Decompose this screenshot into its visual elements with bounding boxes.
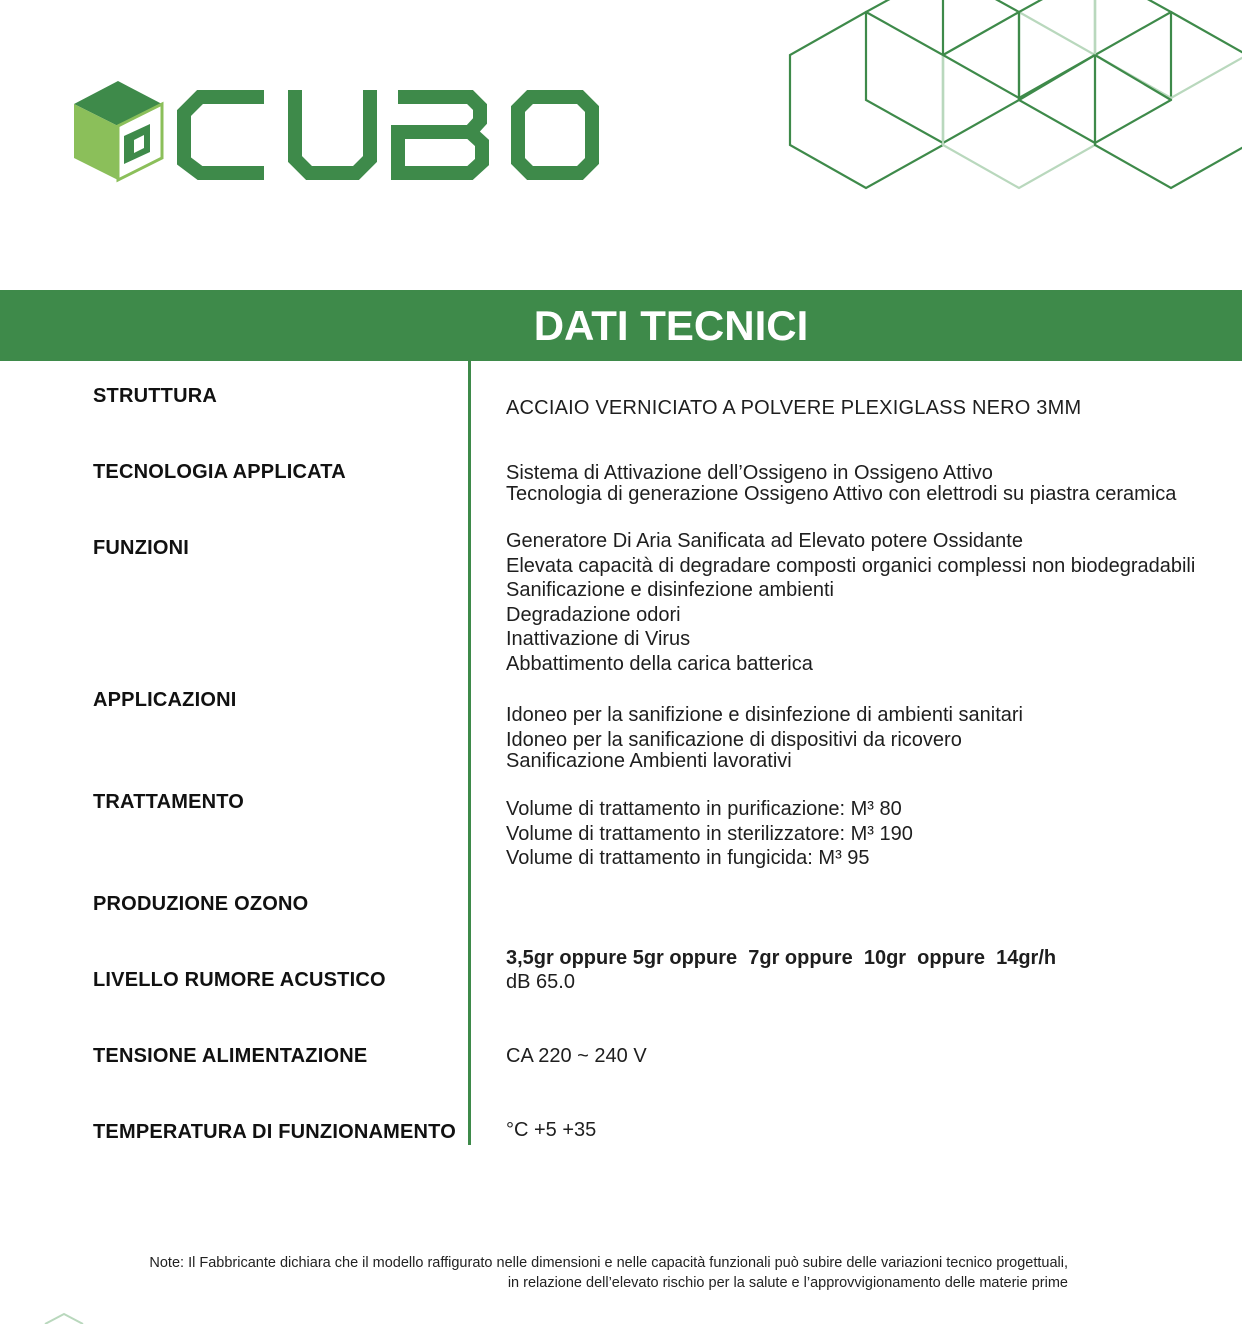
spec-value-line: Abbattimento della carica batterica — [506, 652, 813, 675]
spec-value-tensione — [506, 1044, 647, 1069]
spec-label-struttura: STRUTTURA — [93, 385, 218, 407]
spec-value-line: 3,5gr oppure 5gr oppure 7gr oppure 10gr oppure 14gr/h — [506, 947, 1057, 969]
spec-value-line: ACCIAIO VERNICIATO A POLVERE PLEXIGLASS NERO 3MM — [506, 397, 1082, 419]
logo-letter-o — [518, 97, 592, 173]
spec-value-temperatura — [506, 1118, 596, 1143]
spec-label-temperatura: TEMPERATURA DI FUNZIONAMENTO — [93, 1121, 456, 1143]
spec-label-applicazioni: APPLICAZIONI — [93, 689, 237, 711]
spec-value-applicazioni — [506, 703, 1023, 770]
logo-letter-c — [184, 97, 264, 173]
spec-label-funzioni: FUNZIONI — [93, 537, 190, 559]
spec-label-tecnologia: TECNOLOGIA APPLICATA — [93, 461, 346, 483]
spec-value-line: Idoneo per la sanificazione di dispositivi da ricovero — [506, 728, 962, 751]
spec-value-line: Volume di trattamento in fungicida: M³ 95 — [506, 847, 870, 869]
footnote-line-1: Note: Il Fabbricante dichiara che il modello raffigurato nelle dimensioni e nelle capacità funzionali può subire delle variazioni tecnico progettuali, — [149, 1255, 1068, 1271]
spec-value-rumore — [506, 970, 575, 995]
spec-value-line: dB 65.0 — [506, 971, 575, 993]
spec-value-line: Tecnologia di generazione Ossigeno Attivo con elettrodi su piastra ceramica — [506, 483, 1177, 505]
hexagon-pattern-decoration — [780, 0, 1242, 200]
spec-label-tensione: TENSIONE ALIMENTAZIONE — [93, 1045, 368, 1067]
spec-value-line: Sanificazione e disinfezione ambienti — [506, 579, 834, 601]
spec-value-line: CA 220 ~ 240 V — [506, 1045, 647, 1067]
spec-value-line: Volume di trattamento in sterilizzatore: M³ 190 — [506, 822, 913, 845]
spec-value-line: Degradazione odori — [506, 603, 681, 626]
spec-value-line: Sistema di Attivazione dell’Ossigeno in Ossigeno Attivo — [506, 462, 993, 484]
column-divider — [468, 361, 471, 1145]
spec-value-line: Sanificazione Ambienti lavorativi — [506, 749, 792, 772]
spec-value-trattamento — [506, 797, 913, 871]
spec-value-tecnologia — [506, 463, 1176, 505]
spec-value-struttura — [506, 396, 1081, 421]
hexagon-corner-decoration — [40, 1310, 90, 1324]
spec-value-line: Inattivazione di Virus — [506, 628, 691, 650]
spec-label-produzione-ozono: PRODUZIONE OZONO — [93, 893, 309, 915]
section-title-band — [0, 290, 1242, 361]
logo-letter-b — [398, 97, 482, 173]
spec-value-funzioni — [506, 529, 1195, 676]
spec-label-trattamento: TRATTAMENTO — [93, 791, 245, 813]
spec-value-line: Generatore Di Aria Sanificata ad Elevato potere Ossidante — [506, 530, 1023, 552]
spec-value-line: °C +5 +35 — [506, 1119, 597, 1141]
cube-icon — [74, 81, 162, 180]
spec-value-line: Volume di trattamento in purificazione: M³ 80 — [506, 798, 902, 820]
spec-value-line: Idoneo per la sanifizione e disinfezione di ambienti sanitari — [506, 704, 1023, 726]
footnote — [60, 1253, 1068, 1293]
cubo-logo — [70, 78, 610, 188]
spec-value-line: Elevata capacità di degradare composti organici complessi non biodegradabili — [506, 554, 1196, 577]
logo-letter-u — [295, 90, 370, 173]
page-title: DATI TECNICI — [533, 302, 809, 349]
spec-value-produzione-ozono — [506, 897, 1056, 995]
footnote-line-2: in relazione dell’elevato rischio per la salute e l’approvvigionamento delle materie prime — [507, 1275, 1068, 1291]
spec-label-rumore: LIVELLO RUMORE ACUSTICO — [93, 969, 386, 991]
